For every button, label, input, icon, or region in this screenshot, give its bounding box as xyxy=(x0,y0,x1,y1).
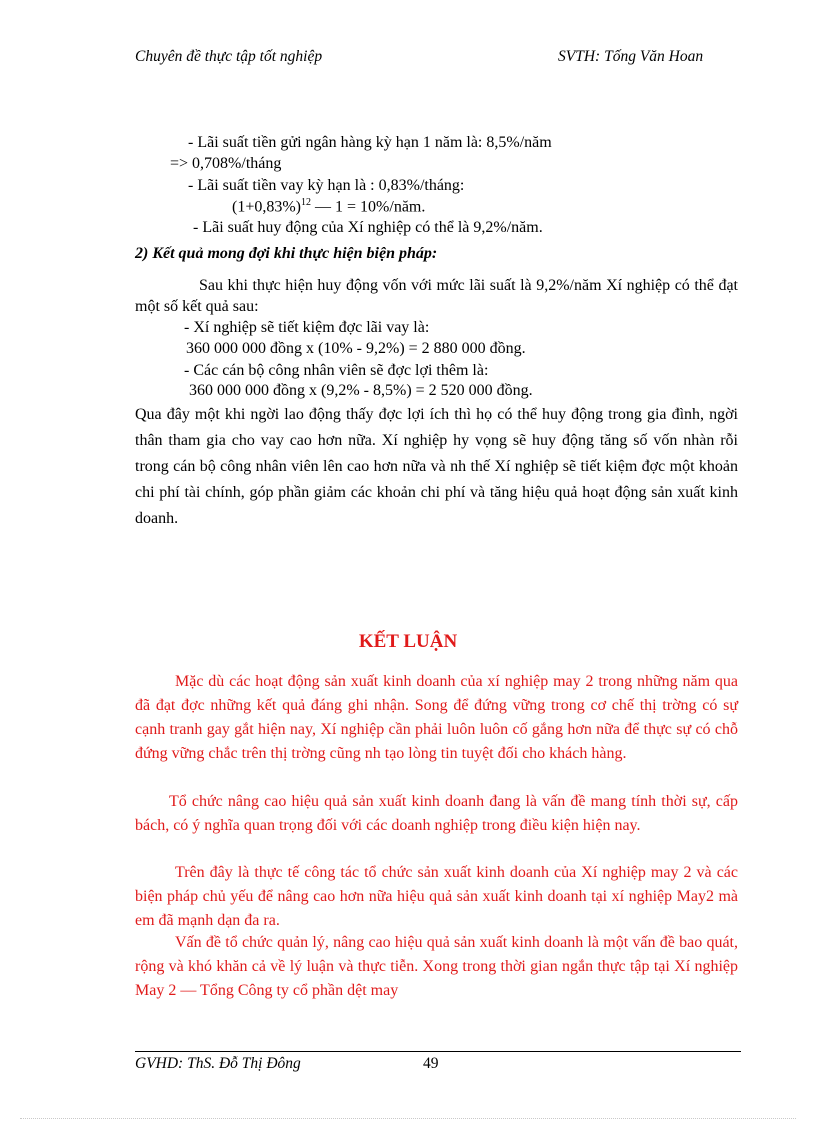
page-edge-divider xyxy=(20,1118,796,1119)
conclusion-paragraph-4: Vấn đề tổ chức quản lý, nâng cao hiệu quả sản xuất kinh doanh là một vấn đề bao quát, rộng và khó khăn cả về lý luận và thực tiễn. Xong trong thời gian ngắn thực tập tại Xí nghiệp May 2 — Tổng Công ty cổ phần dệt may xyxy=(135,934,738,999)
rate-monthly: => 0,708%/tháng xyxy=(170,155,282,172)
conclusion-paragraph-3: Trên đây là thực tế công tác tổ chức sản xuất kinh doanh của Xí nghiệp may 2 và các biện pháp chủ yếu để nâng cao hơn nữa hiệu quả sản xuất kinh doanh tại xí nghiệp May2 mà em đã mạnh dạn đa ra. xyxy=(135,864,738,929)
section-intro: Sau khi thực hiện huy động vốn với mức lãi suất là 9,2%/năm Xí nghiệp có thể đạt một số kết quả sau: xyxy=(135,277,738,315)
page-number: 49 xyxy=(423,1055,439,1072)
rate-formula xyxy=(232,197,425,216)
header-right: SVTH: Tống Văn Hoan xyxy=(558,48,704,65)
footer-rule xyxy=(135,1051,741,1052)
result-item-2: - Các cán bộ công nhân viên sẽ đợc lợi thêm là: xyxy=(184,362,489,379)
result-calc-1: 360 000 000 đồng x (10% - 9,2%) = 2 880 000 đồng. xyxy=(186,340,526,357)
formula-rest: — 1 = 10%/năm. xyxy=(311,198,426,216)
footer-advisor: GVHD: ThS. Đỗ Thị Đông xyxy=(135,1055,301,1072)
formula-base: (1+0,83%) xyxy=(232,198,302,216)
rate-loan: - Lãi suất tiền vay kỳ hạn là : 0,83%/tháng: xyxy=(188,177,465,194)
result-item-1: - Xí nghiệp sẽ tiết kiệm đợc lãi vay là: xyxy=(184,319,430,336)
header-left: Chuyên đề thực tập tốt nghiệp xyxy=(135,48,323,65)
conclusion-title: KẾT LUẬN xyxy=(358,631,458,652)
result-calc-2: 360 000 000 đồng x (9,2% - 8,5%) = 2 520 000 đồng. xyxy=(189,382,533,399)
formula-exponent: 12 xyxy=(301,197,312,208)
section-heading: 2) Kết quả mong đợi khi thực hiện biện pháp: xyxy=(135,245,438,262)
section-paragraph: Qua đây một khi ngời lao động thấy đợc lợi ích thì họ có thể huy động trong gia đình, ngời thân tham gia cho vay cao hơn nữa. Xí nghiệp hy vọng sẽ huy động tăng số vốn nhàn rỗi trong cán bộ công nhân viên lên cao hơn nữa và nh thế Xí nghiệp sẽ tiết kiệm đợc một khoản chi phí tài chính, góp phần giảm các khoản chi phí và tăng hiệu quả hoạt động sản xuất kinh doanh. xyxy=(135,406,738,527)
conclusion-paragraph-1: Mặc dù các hoạt động sản xuất kinh doanh của xí nghiệp may 2 trong những năm qua đã đạt đợc những kết quả đáng ghi nhận. Song để đứng vững trong cơ chế thị trờng có sự cạnh tranh gay gắt hiện nay, Xí nghiệp cần phải luôn luôn cố gắng hơn nữa để thực sự có chỗ đứng vững chắc trên thị trờng cũng nh tạo lòng tin tuyệt đối cho khách hàng. xyxy=(135,673,738,762)
rate-mobilize: - Lãi suất huy động của Xí nghiệp có thể là 9,2%/năm. xyxy=(193,219,543,236)
rate-deposit: - Lãi suất tiền gửi ngân hàng kỳ hạn 1 năm là: 8,5%/năm xyxy=(188,134,552,151)
conclusion-paragraph-2: Tổ chức nâng cao hiệu quả sản xuất kinh doanh đang là vấn đề mang tính thời sự, cấp bách, có ý nghĩa quan trọng đối với các doanh nghiệp trong điều kiện hiện nay. xyxy=(135,793,738,834)
